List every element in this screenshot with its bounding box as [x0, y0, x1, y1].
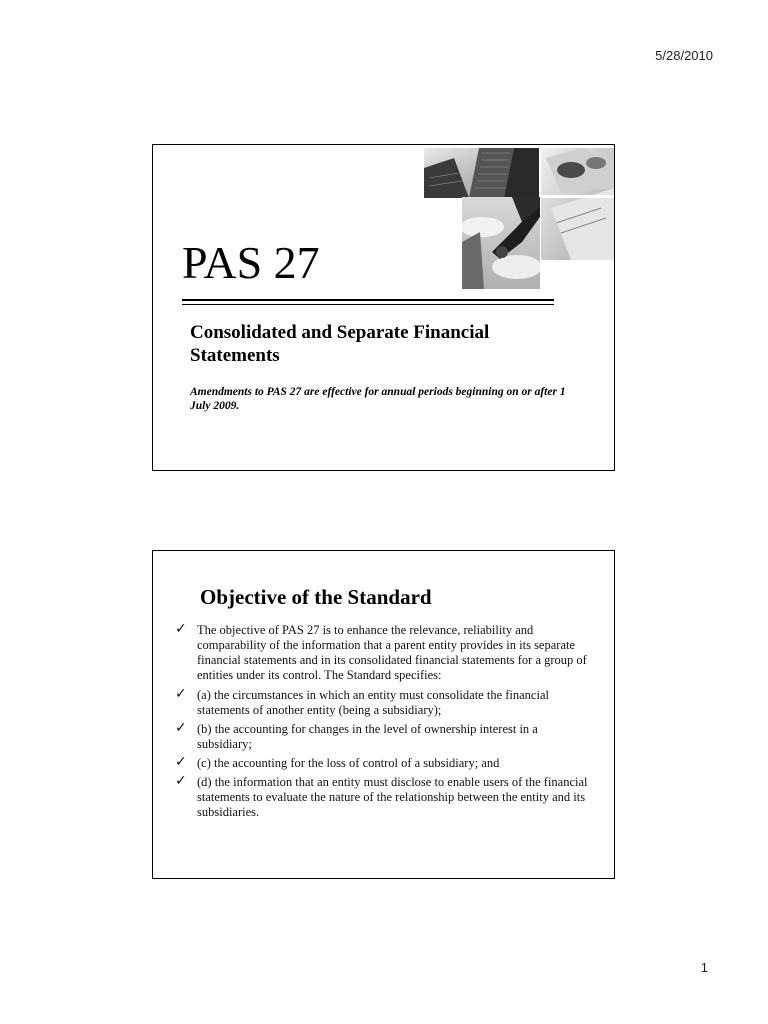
checkmark-icon: ✓ — [175, 720, 187, 736]
title-divider — [182, 299, 554, 301]
checkmark-icon: ✓ — [175, 773, 187, 789]
list-item — [175, 688, 595, 718]
list-item-text: (b) the accounting for changes in the level of ownership interest in a subsidiary; — [197, 722, 538, 751]
handshake-sky-photo — [462, 197, 540, 289]
slide-title: PAS 27 — [182, 237, 320, 288]
documents-signing-photo — [541, 148, 614, 260]
list-item — [175, 623, 595, 683]
checkmark-icon: ✓ — [175, 754, 187, 770]
list-item — [175, 722, 595, 752]
list-item-text: The objective of PAS 27 is to enhance the relevance, reliability and comparability of the information that a parent entity provides in its separate financial statements and in its consolidated financial statements for a group of entities under its control. The Standard specifies: — [197, 623, 587, 682]
page-date: 5/28/2010 — [655, 48, 713, 63]
page-number: 1 — [700, 960, 708, 975]
list-item — [175, 756, 595, 771]
objective-slide — [152, 550, 615, 879]
list-item — [175, 775, 595, 820]
skyscrapers-photo — [424, 148, 539, 198]
title-slide — [152, 144, 615, 471]
checkmark-icon: ✓ — [175, 686, 187, 702]
list-item-text: (a) the circumstances in which an entity must consolidate the financial statements of another entity (being a subsidiary); — [197, 688, 549, 717]
slide-title: Objective of the Standard — [200, 585, 432, 609]
list-item-text: (c) the accounting for the loss of control of a subsidiary; and — [197, 756, 500, 770]
objective-bullet-list — [175, 623, 595, 820]
slide-subtitle: Consolidated and Separate Financial Statements — [190, 322, 490, 366]
title-divider-thin — [182, 304, 554, 305]
effective-date-note: Amendments to PAS 27 are effective for annual periods beginning on or after 1 July 2009. — [190, 386, 566, 412]
list-item-text: (d) the information that an entity must disclose to enable users of the financial statements to evaluate the nature of the relationship between the entity and its subsidiaries. — [197, 775, 588, 819]
checkmark-icon: ✓ — [175, 621, 187, 637]
